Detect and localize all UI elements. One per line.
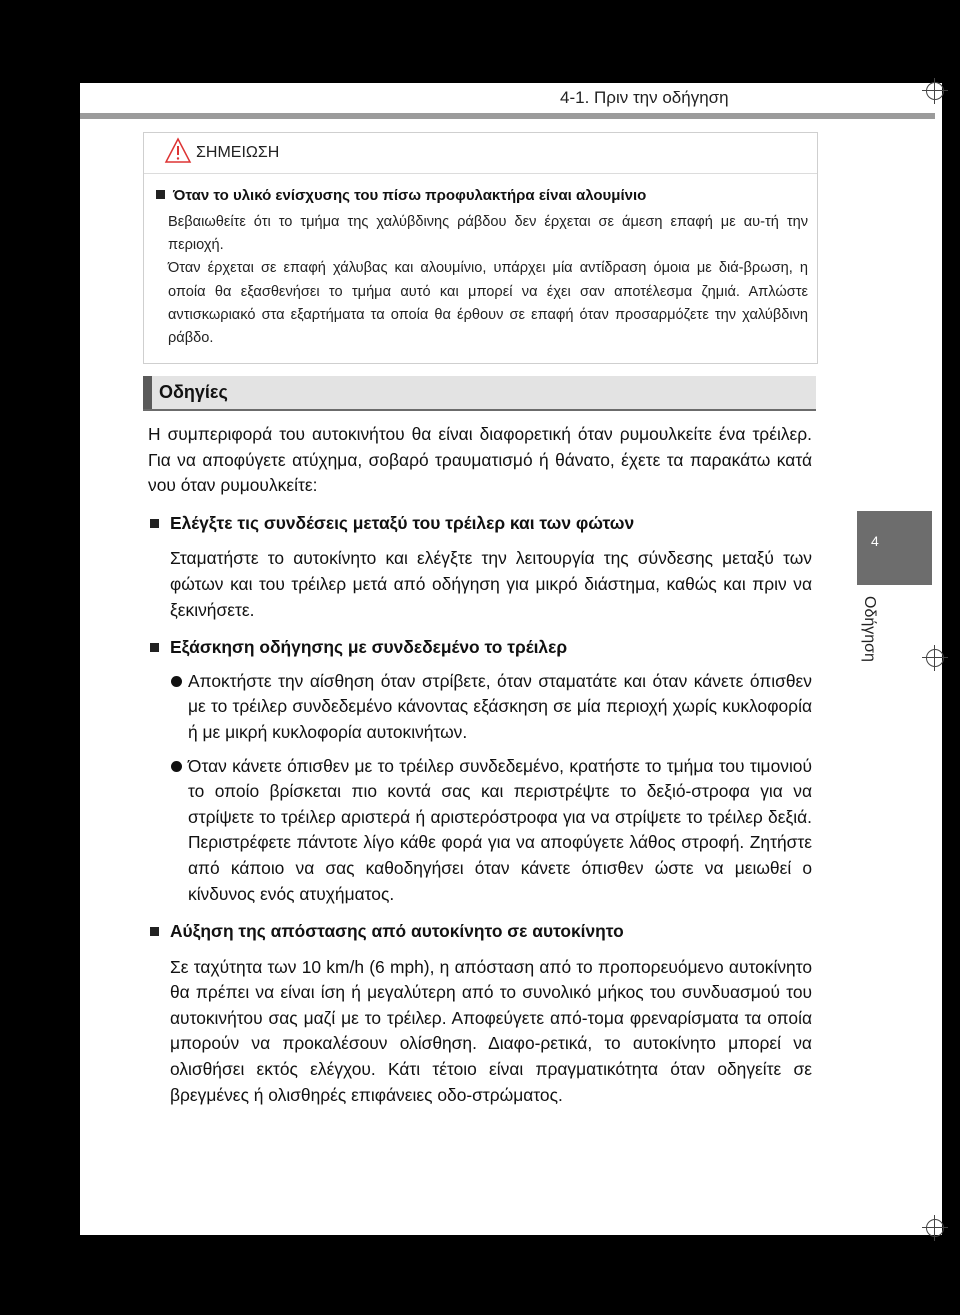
item-text: Σταματήστε το αυτοκίνητο και ελέγξτε την λειτουργία της σύνδεσης μεταξύ των φώτων και του τρέιλερ μετά από οδήγηση για μικρό διάστημα, καθώς και πριν να ξεκινήσετε. xyxy=(170,548,812,620)
chapter-tab[interactable] xyxy=(857,511,932,585)
registration-mark-icon xyxy=(922,645,948,671)
square-bullet-icon xyxy=(150,643,159,652)
section-header: 4-1. Πριν την οδήγηση xyxy=(560,88,729,107)
notice-subheading: Όταν το υλικό ενίσχυσης του πίσω προφυλακτήρα είναι αλουμίνιο xyxy=(156,187,646,204)
bullet-item: Όταν κάνετε όπισθεν με το τρέιλερ συνδεδεμένο, κρατήστε το τμήμα του τιμονιού το οποίο βρίσκεται πιο κοντά σας και περιστρέψτε το δεξιό-στροφα για να στρίψετε το τρέιλερ αριστερά ή αριστερόστροφα για να στρίψετε το τρέιλερ δεξιά. Περιστρέφετε πάντοτε λίγο κάθε φορά για να αποφύγετε λάθος στροφή. Ζητήστε από κάποιο να σας καθοδηγήσει όταν κάνετε όπισθεν ώστε να μειωθεί ο κίνδυνος ενός ατυχήματος. xyxy=(148,754,812,908)
round-bullet-icon xyxy=(171,676,182,687)
warning-triangle-icon xyxy=(164,137,192,165)
notice-paragraph: Βεβαιωθείτε ότι το τμήμα της χαλύβδινης ράβδου δεν έρχεται σε άμεση επαφή με αυ-τή την περιοχή. xyxy=(168,214,808,254)
section-heading xyxy=(143,376,816,411)
square-bullet-icon xyxy=(150,927,159,936)
item-text: Σε ταχύτητα των 10 km/h (6 mph), η απόσταση από το προπορευόμενο αυτοκίνητο θα πρέπει να είναι ίση ή μεγαλύτερη από το συνολικό μήκος του συνδυασμού του αυτοκινήτου σας μαζί με το τρέιλερ. Αποφεύγετε από-τομα φρεναρίσματα τα οποία μπορούν να προκαλέσουν ολίσθηση. Διαφο-ρετικά, το αυτοκίνητο μπορεί να ολισθήσει εκτός ελέγχου. Κάτι τέτοιο είναι πραγματικότητα όταν οδηγείτε σε βρεγμένες ή ολισθηρές επιφάνειες οδο-στρώματος. xyxy=(170,956,812,1105)
item-heading: Ελέγξτε τις συνδέσεις μεταξύ του τρέιλερ και των φώτων xyxy=(148,511,812,537)
notice-body xyxy=(168,211,808,350)
item-heading: Εξάσκηση οδήγησης με συνδεδεμένο το τρέιλερ xyxy=(148,635,812,661)
round-bullet-icon xyxy=(171,761,182,772)
chapter-number: 4 xyxy=(871,533,879,549)
section-bar xyxy=(143,376,152,409)
notice-title: ΣΗΜΕΙΩΣΗ xyxy=(196,144,280,161)
notice-header xyxy=(144,133,817,174)
main-content xyxy=(148,422,812,1108)
square-bullet-icon xyxy=(156,190,165,199)
chapter-label xyxy=(848,590,888,680)
item-heading: Αύξηση της απόστασης από αυτοκίνητο σε αυτοκίνητο xyxy=(148,919,812,945)
bullet-item: Αποκτήστε την αίσθηση όταν στρίβετε, όταν σταματάτε και όταν κάνετε όπισθεν με το τρέιλερ συνδεδεμένο κάνοντας εξάσκηση σε μία περιοχή χωρίς κυκλοφορία ή με μικρή κυκλοφορία αυτοκινήτων. xyxy=(148,669,812,746)
section-title: Οδηγίες xyxy=(159,382,228,402)
notice-paragraph: Όταν έρχεται σε επαφή χάλυβας και αλουμίνιο, υπάρχει μία αντίδραση όμοια με διά-βρωση, η οποία θα εξασθενήσει το τμήμα αυτό και μπορεί να έχει σαν αποτέλεσμα ζημιά. Απλώστε αντισκωριακό στα εξαρτήματα τα οποία θα έρθουν σε επαφή όταν προσαρμόζετε την χαλύβδινη ράβδο. xyxy=(168,260,808,347)
registration-mark-icon xyxy=(922,78,948,104)
notice-box xyxy=(143,132,818,364)
intro-paragraph: Η συμπεριφορά του αυτοκινήτου θα είναι διαφορετική όταν ρυμουλκείτε ένα τρέιλερ. Για να αποφύγετε ατύχημα, σοβαρό τραυματισμό ή θάνατο, έχετε τα παρακάτω κατά νου όταν ρυμουλκείτε: xyxy=(148,424,812,496)
registration-mark-icon xyxy=(922,1215,948,1241)
header-rule xyxy=(80,113,935,119)
square-bullet-icon xyxy=(150,519,159,528)
chapter-label-text: Οδήγηση xyxy=(861,596,878,662)
